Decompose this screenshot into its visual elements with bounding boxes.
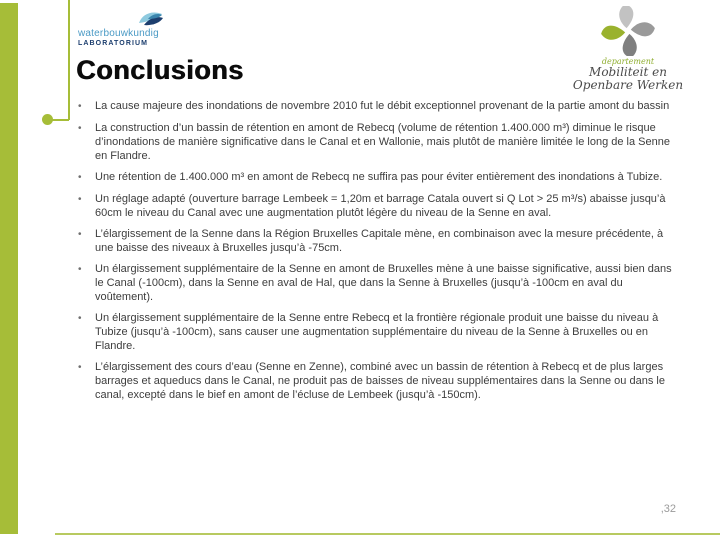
bottom-accent-line — [55, 533, 720, 535]
logo-text-waterbouwkundig: waterbouwkundig — [78, 28, 159, 39]
bullet-marker: • — [78, 229, 82, 240]
department-logo — [562, 6, 694, 92]
left-accent-bar — [0, 3, 18, 534]
bullet-item — [78, 170, 675, 185]
bullet-item — [78, 262, 675, 304]
logo-text-laboratorium: LABORATORIUM — [78, 40, 149, 47]
bullet-marker: • — [78, 264, 82, 275]
bullet-item — [78, 121, 675, 163]
logo-text-openbare-werken: Openbare Werken — [572, 78, 684, 92]
bullet-marker: • — [78, 194, 82, 205]
bullet-text: Une rétention de 1.400.000 m³ en amont de Rebecq ne suffira pas pour éviter entièrement des inondations à Tubize. — [95, 171, 663, 183]
accent-vertical-line — [68, 0, 70, 120]
bullet-marker: • — [78, 362, 82, 373]
slide-title: Conclusions — [76, 55, 244, 85]
bullet-item — [78, 192, 675, 220]
waterbouwkundig-logo — [78, 12, 159, 47]
accent-dot — [42, 114, 53, 125]
bullet-text: L’élargissement des cours d’eau (Senne en Zenne), combiné avec un bassin de rétention à Rebecq et de plus larges barrages et aqueducs dans le Canal, ne produit pas de baisses de niveau supplémentaires dans la Senne ou dans le canal, excepté dans le bief en amont de l’écluse de Lembeek (jusqu’à -150cm). — [95, 361, 665, 401]
logo-text-departement: departement — [601, 57, 655, 66]
bullet-text: Un réglage adapté (ouverture barrage Lembeek = 1,20m et barrage Catala ouvert si Q Lot > 25 m³/s) abaisse jusqu’à 60cm le niveau du Canal avec une augmentation plutôt légère du niveau de la Senne en aval. — [95, 193, 666, 219]
bullet-text: L’élargissement de la Senne dans la Région Bruxelles Capitale mène, en combinaison avec la mesure précédente, à une baisse des niveaux à Bruxelles jusqu’à -75cm. — [95, 228, 664, 254]
bullet-item — [78, 311, 675, 353]
bullet-marker: • — [78, 172, 82, 183]
pinwheel-icon — [601, 6, 655, 56]
bullet-item — [78, 360, 675, 402]
bullet-text: La cause majeure des inondations de novembre 2010 fut le débit exceptionnel provenant de la partie amont du bassin — [95, 100, 670, 112]
bullet-item — [78, 99, 675, 114]
water-swirl-icon — [138, 9, 164, 29]
logo-text-mobiliteit: Mobiliteit en — [589, 65, 667, 79]
bullet-list — [78, 99, 675, 409]
bullet-marker: • — [78, 101, 82, 112]
page-number: ,32 — [660, 503, 676, 515]
bullet-text: La construction d’un bassin de rétention en amont de Rebecq (volume de rétention 1.400.000 m³) diminue le risque d’inondations de manière significative dans le Canal et en Wallonie, mais plutôt de manière limitée le long de la Senne en Flandre. — [95, 122, 670, 162]
bullet-text: Un élargissement supplémentaire de la Senne en amont de Bruxelles mène à une baisse significative, aussi bien dans le Canal (-100cm), dans la Senne en aval de Hal, que dans la Senne à Bruxelles (jusqu’à -100cm en aval du voûtement). — [95, 263, 672, 303]
bullet-marker: • — [78, 123, 82, 134]
bullet-item — [78, 227, 675, 255]
bullet-text: Un élargissement supplémentaire de la Senne entre Rebecq et la frontière régionale produit une baisse du niveau à Tubize (jusqu’à -100cm), sans causer une augmentation supplémentaire du niveau de la Senne à Bruxelles ou en Flandre. — [95, 312, 659, 352]
bullet-marker: • — [78, 313, 82, 324]
